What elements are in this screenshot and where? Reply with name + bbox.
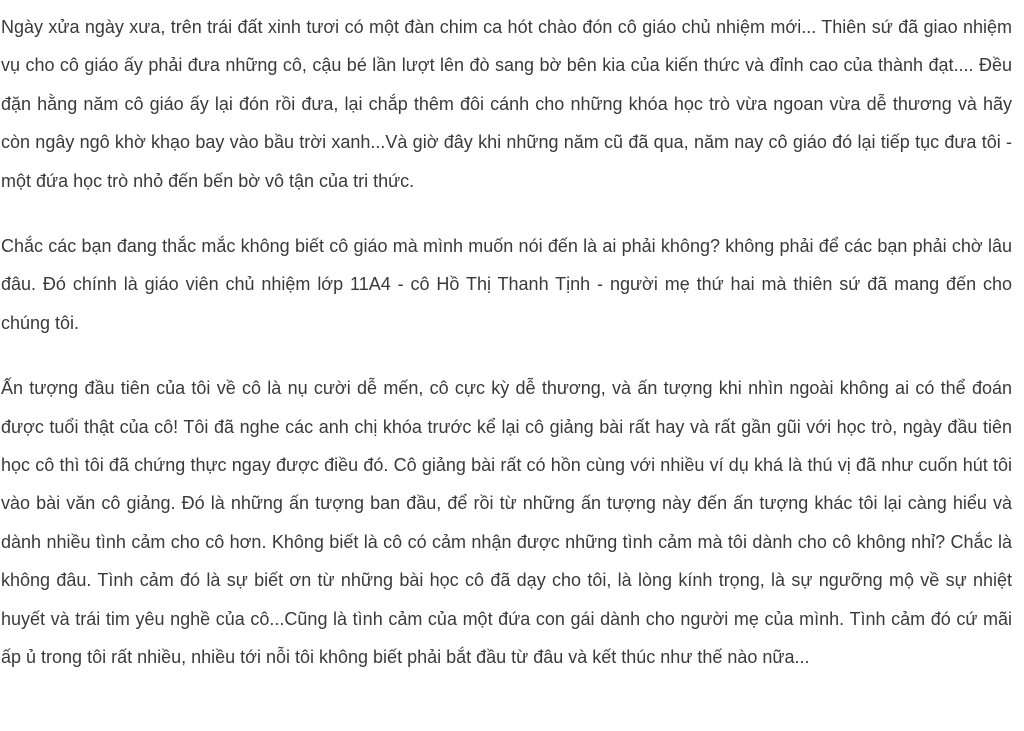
paragraph-intro: Ngày xửa ngày xưa, trên trái đất xinh tươi có một đàn chim ca hót chào đón cô giáo chủ nhiệm mới... Thiên sứ đã giao nhiệm vụ cho cô giáo ấy phải đưa những cô, cậu bé lần lượt lên đò sang bờ bên kia của kiến thức và đỉnh cao của thành đạt.... Đều đặn hằng năm cô giáo ấy lại đón rồi đưa, lại chắp thêm đôi cánh cho những khóa học trò vừa ngoan vừa dễ thương và hãy còn ngây ngô khờ khạo bay vào bầu trời xanh...Và giờ đây khi những năm cũ đã qua, năm nay cô giáo đó lại tiếp tục đưa tôi - một đứa học trò nhỏ đến bến bờ vô tận của tri thức. [1,17,1012,191]
paragraph-teacher-identity: Chắc các bạn đang thắc mắc không biết cô giáo mà mình muốn nói đến là ai phải không? không phải để các bạn phải chờ lâu đâu. Đó chính là giáo viên chủ nhiệm lớp 11A4 - cô Hồ Thị Thanh Tịnh - người mẹ thứ hai mà thiên sứ đã mang đến cho chúng tôi. [1,236,1012,333]
paragraph-impressions: Ấn tượng đầu tiên của tôi về cô là nụ cười dễ mến, cô cực kỳ dễ thương, và ấn tượng khi nhìn ngoài không ai có thể đoán được tuổi thật của cô! Tôi đã nghe các anh chị khóa trước kể lại cô giảng bài rất hay và rất gần gũi với học trò, ngày đầu tiên học cô thì tôi đã chứng thực ngay được điều đó. Cô giảng bài rất có hồn cùng với nhiều ví dụ khá là thú vị đã như cuốn hút tôi vào bài văn cô giảng. Đó là những ấn tượng ban đầu, để rồi từ những ấn tượng này đến ấn tượng khác tôi lại càng hiểu và dành nhiều tình cảm cho cô hơn. Không biết là cô có cảm nhận được những tình cảm mà tôi dành cho cô không nhỉ? Chắc là không đâu. Tình cảm đó là sự biết ơn từ những bài học cô đã dạy cho tôi, là lòng kính trọng, là sự ngưỡng mộ về sự nhiệt huyết và trái tim yêu nghề của cô...Cũng là tình cảm của một đứa con gái dành cho người mẹ của mình. Tình cảm đó cứ mãi ấp ủ trong tôi rất nhiều, nhiều tới nỗi tôi không biết phải bắt đầu từ đâu và kết thúc như thế nào nữa... [1,378,1012,668]
